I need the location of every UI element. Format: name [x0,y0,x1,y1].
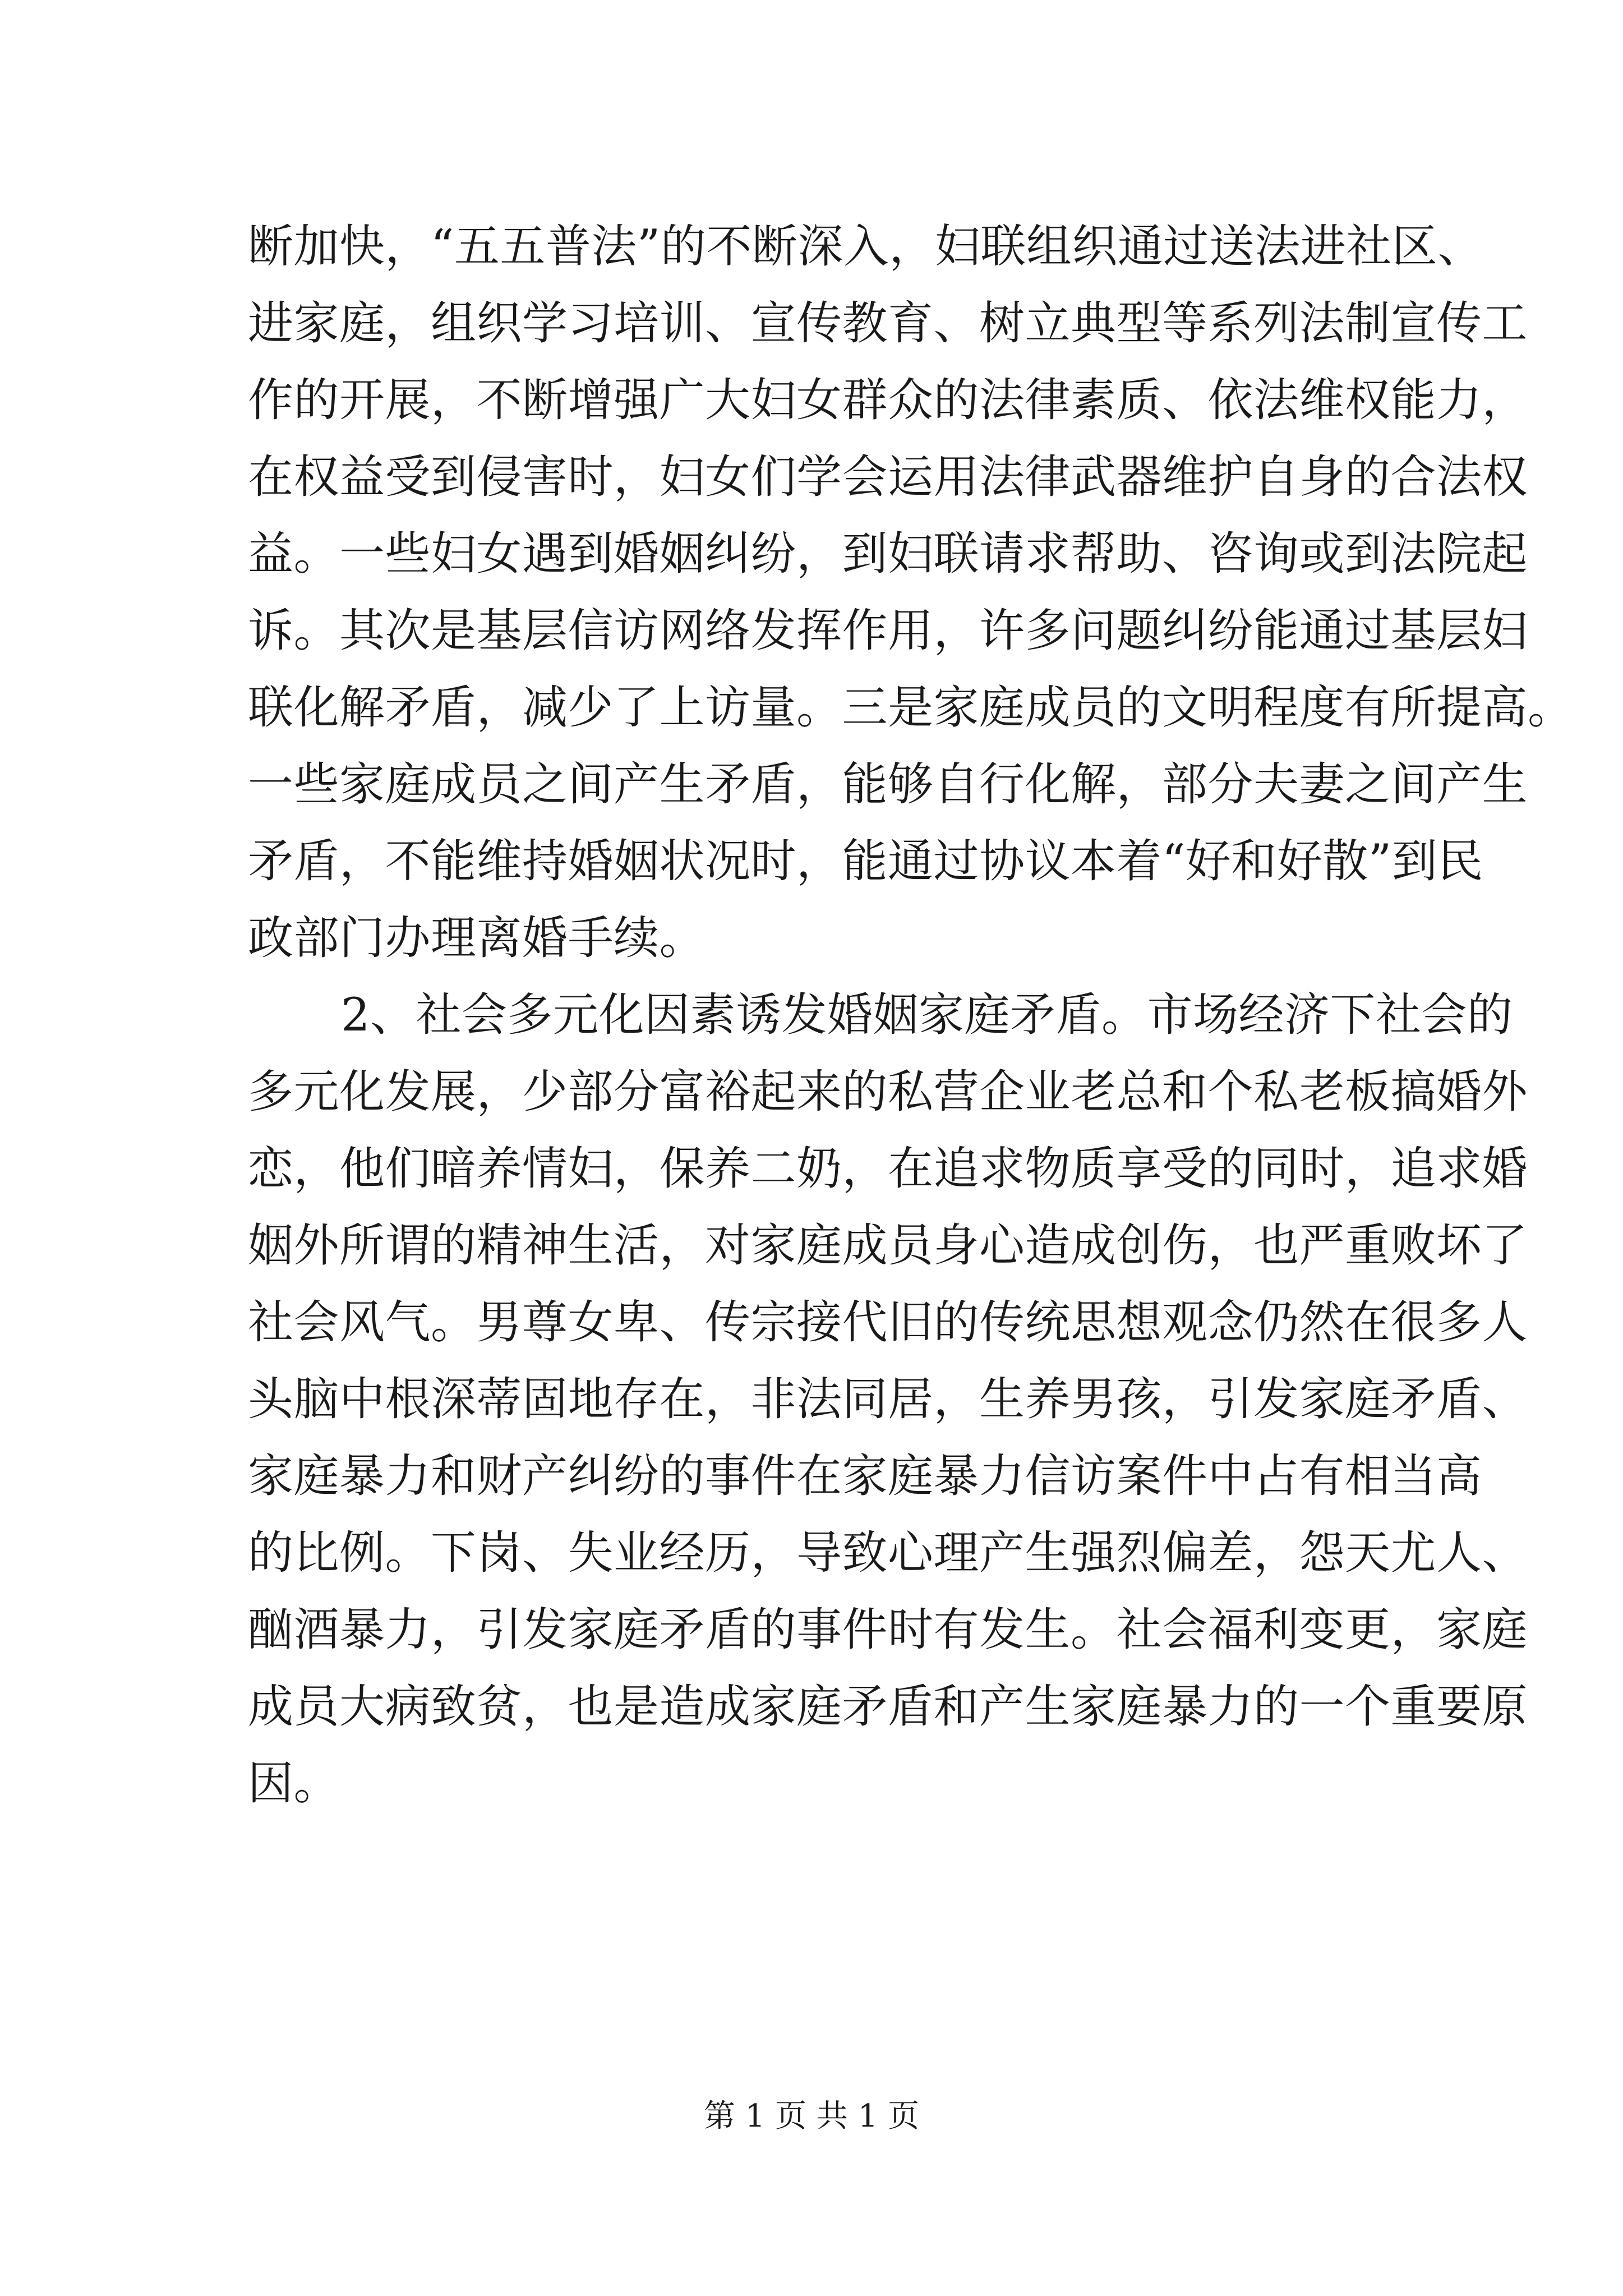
text-line: 家庭暴力和财产纠纷的事件在家庭暴力信访案件中占有相当高 [248,1450,1482,1503]
text-line: 社会风气。男尊女卑、传宗接代旧的传统思想观念仍然在很多人 [248,1296,1528,1349]
text-line: 在权益受到侵害时，妇女们学会运用法律武器维护自身的合法权 [248,451,1528,504]
page-footer [0,2097,1623,2136]
text-line: 联化解矛盾，减少了上访量。三是家庭成员的文明程度有所提高。 [248,682,1574,734]
text-line: 一些家庭成员之间产生矛盾，能够自行化解，部分夫妻之间产生 [248,758,1528,811]
text-line: 酗酒暴力，引发家庭矛盾的事件时有发生。社会福利变更，家庭 [248,1604,1528,1657]
text-line: 断加快，“五五普法”的不断深入，妇联组织通过送法进社区、 [248,220,1483,273]
text-line: 益。一些妇女遇到婚姻纠纷，到妇联请求帮助、咨询或到法院起 [248,528,1528,581]
paragraph-first-line: 2、社会多元化因素诱发婚姻家庭矛盾。市场经济下社会的 [341,989,1513,1042]
text-line: 作的开展，不断增强广大妇女群众的法律素质、依法维权能力， [248,374,1528,427]
text-line: 诉。其次是基层信访网络发挥作用，许多问题纠纷能通过基层妇 [248,605,1528,657]
text-line: 多元化发展，少部分富裕起来的私营企业老总和个私老板搞婚外 [248,1066,1528,1119]
document-body [248,209,1574,1823]
text-line: 因。 [248,1757,340,1810]
text-line: 进家庭，组织学习培训、宣传教育、树立典型等系列法制宣传工 [248,297,1528,350]
text-line: 头脑中根深蒂固地存在，非法同居，生养男孩，引发家庭矛盾、 [248,1373,1528,1426]
text-line: 的比例。下岗、失业经历，导致心理产生强烈偏差，怨天尤人、 [248,1527,1528,1580]
text-line: 恋，他们暗养情妇，保养二奶，在追求物质享受的同时，追求婚 [248,1143,1528,1195]
text-line: 矛盾，不能维持婚姻状况时，能通过协议本着“好和好散”到民 [248,835,1483,888]
text-line: 姻外所谓的精神生活，对家庭成员身心造成创伤，也严重败坏了 [248,1220,1528,1272]
text-line: 政部门办理离婚手续。 [248,912,706,965]
page-number-label: 第 1 页 共 1 页 [703,2098,920,2134]
text-line: 成员大病致贫，也是造成家庭矛盾和产生家庭暴力的一个重要原 [248,1681,1528,1733]
